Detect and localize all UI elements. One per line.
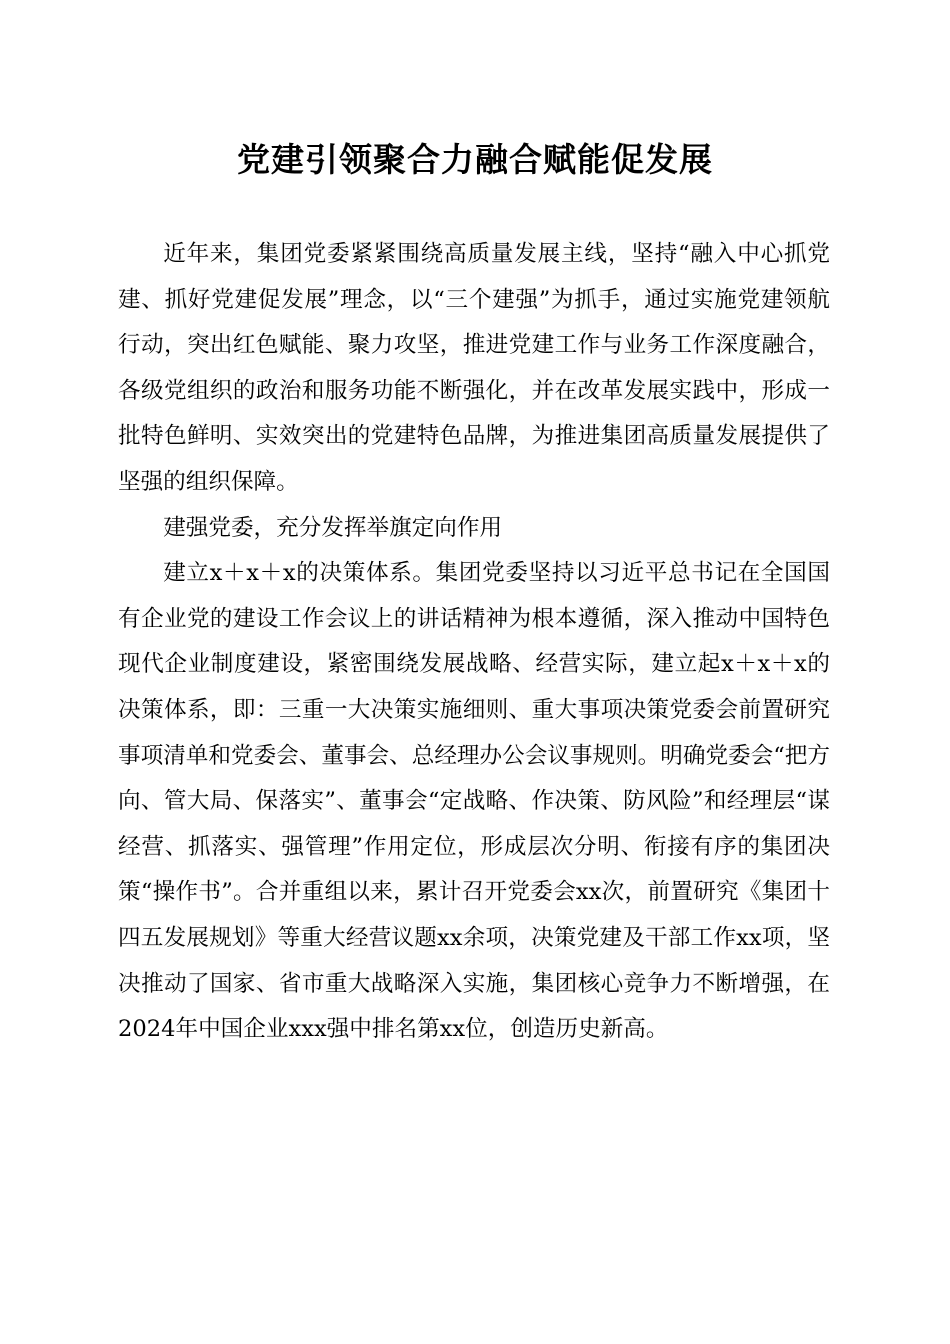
decision-system-paragraph: 建立x＋x＋x的决策体系。集团党委坚持以习近平总书记在全国国有企业党的建设工作会议上的讲话精神为根本遵循，深入推动中国特色现代企业制度建设，紧密围绕发展战略、经营实际，建立起x＋x＋x的决策体系，即：三重一大决策实施细则、重大事项决策党委会前置研究事项清单和党委会、董事会、总经理办公会议事规则。明确党委会“把方向、管大局、保落实”、董事会“定战略、作决策、防风险”和经理层“谋经营、抓落实、强管理”作用定位，形成层次分明、衔接有序的集团决策“操作书”。合并重组以来，累计召开党委会xx次，前置研究《集团十四五发展规划》等重大经营议题xx余项，决策党建及干部工作xx项，坚决推动了国家、省市重大战略深入实施，集团核心竞争力不断增强，在2024年中国企业xxx强中排名第xx位，创造历史新高。 [118, 560, 830, 1043]
document-title: 党建引领聚合力融合赋能促发展 [237, 140, 713, 179]
intro-paragraph: 近年来，集团党委紧紧围绕高质量发展主线，坚持“融入中心抓党建、抓好党建促发展”理念，以“三个建强”为抓手，通过实施党建领航行动，突出红色赋能、聚力攻坚，推进党建工作与业务工作深度融合，各级党组织的政治和服务功能不断强化，并在改革发展实践中，形成一批特色鲜明、实效突出的党建特色品牌，为推进集团高质量发展提供了坚强的组织保障。 [118, 241, 830, 495]
document-body [118, 232, 830, 1053]
section-heading: 建强党委，充分发挥举旗定向作用 [163, 514, 503, 541]
